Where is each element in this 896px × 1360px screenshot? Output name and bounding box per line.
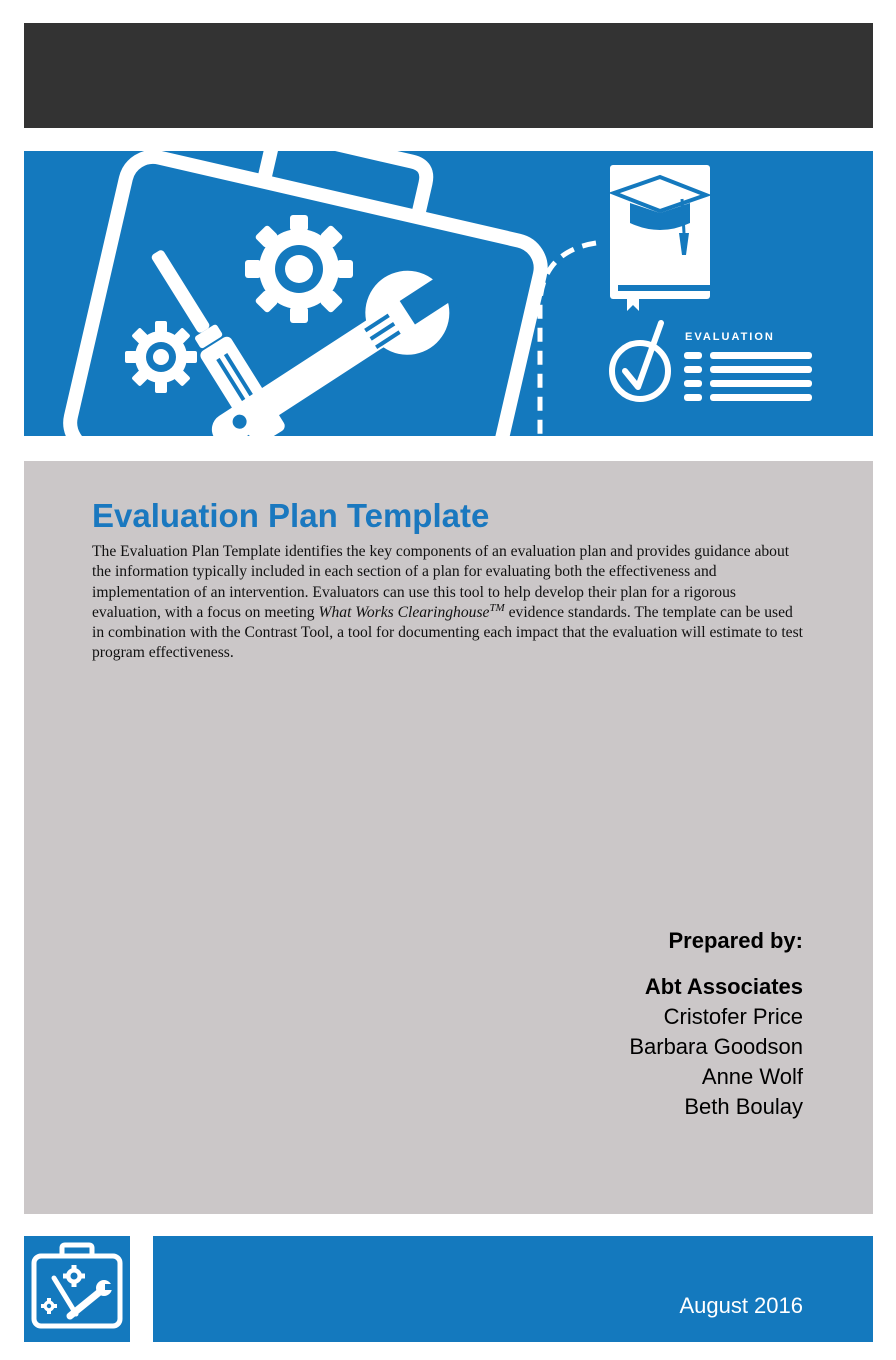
intro-text-start: The Evaluation Plan Template identifies the key components of an evaluation plan and provides guidance about the information typically included in each section of a plan for evaluating both the effectiveness and implementation of an intervention. Evaluators can use this tool to help develop their plan for a rigorous evaluation, with a focus on meeting	[92, 543, 790, 621]
prepared-by-block	[629, 928, 803, 1122]
author-name: Beth Boulay	[684, 1094, 803, 1119]
checkmark-circle-icon	[612, 323, 668, 399]
dashed-path-decoration	[540, 243, 596, 436]
checklist-icon	[684, 352, 812, 401]
gear-icon	[125, 321, 197, 393]
intro-text-end: evidence standards. The template can be used in combination with the Contrast Tool, a tool for documenting each impact that the evaluation will estimate to test program effectiveness.	[92, 603, 804, 662]
hero-banner	[24, 151, 873, 436]
gear-icon	[245, 215, 353, 323]
trademark-mark: TM	[489, 601, 505, 614]
publication-date: August 2016	[679, 1293, 803, 1318]
author-name: Barbara Goodson	[629, 1034, 803, 1059]
toolbox-icon	[24, 1236, 130, 1342]
intro-paragraph	[92, 542, 808, 664]
organization-name: Abt Associates	[644, 974, 803, 999]
hero-illustration	[24, 151, 873, 436]
intro-italic-name: What Works Clearinghouse	[318, 603, 490, 621]
author-name: Anne Wolf	[701, 1064, 803, 1089]
evaluation-label: EVALUATION	[685, 331, 775, 343]
footer-bar	[153, 1236, 873, 1342]
book-icon	[610, 165, 710, 311]
prepared-by-label: Prepared by:	[668, 928, 803, 953]
document-title: Evaluation Plan Template	[92, 497, 490, 534]
footer-logo	[24, 1236, 130, 1342]
top-header-bar	[24, 23, 873, 128]
author-name: Cristofer Price	[663, 1004, 803, 1029]
